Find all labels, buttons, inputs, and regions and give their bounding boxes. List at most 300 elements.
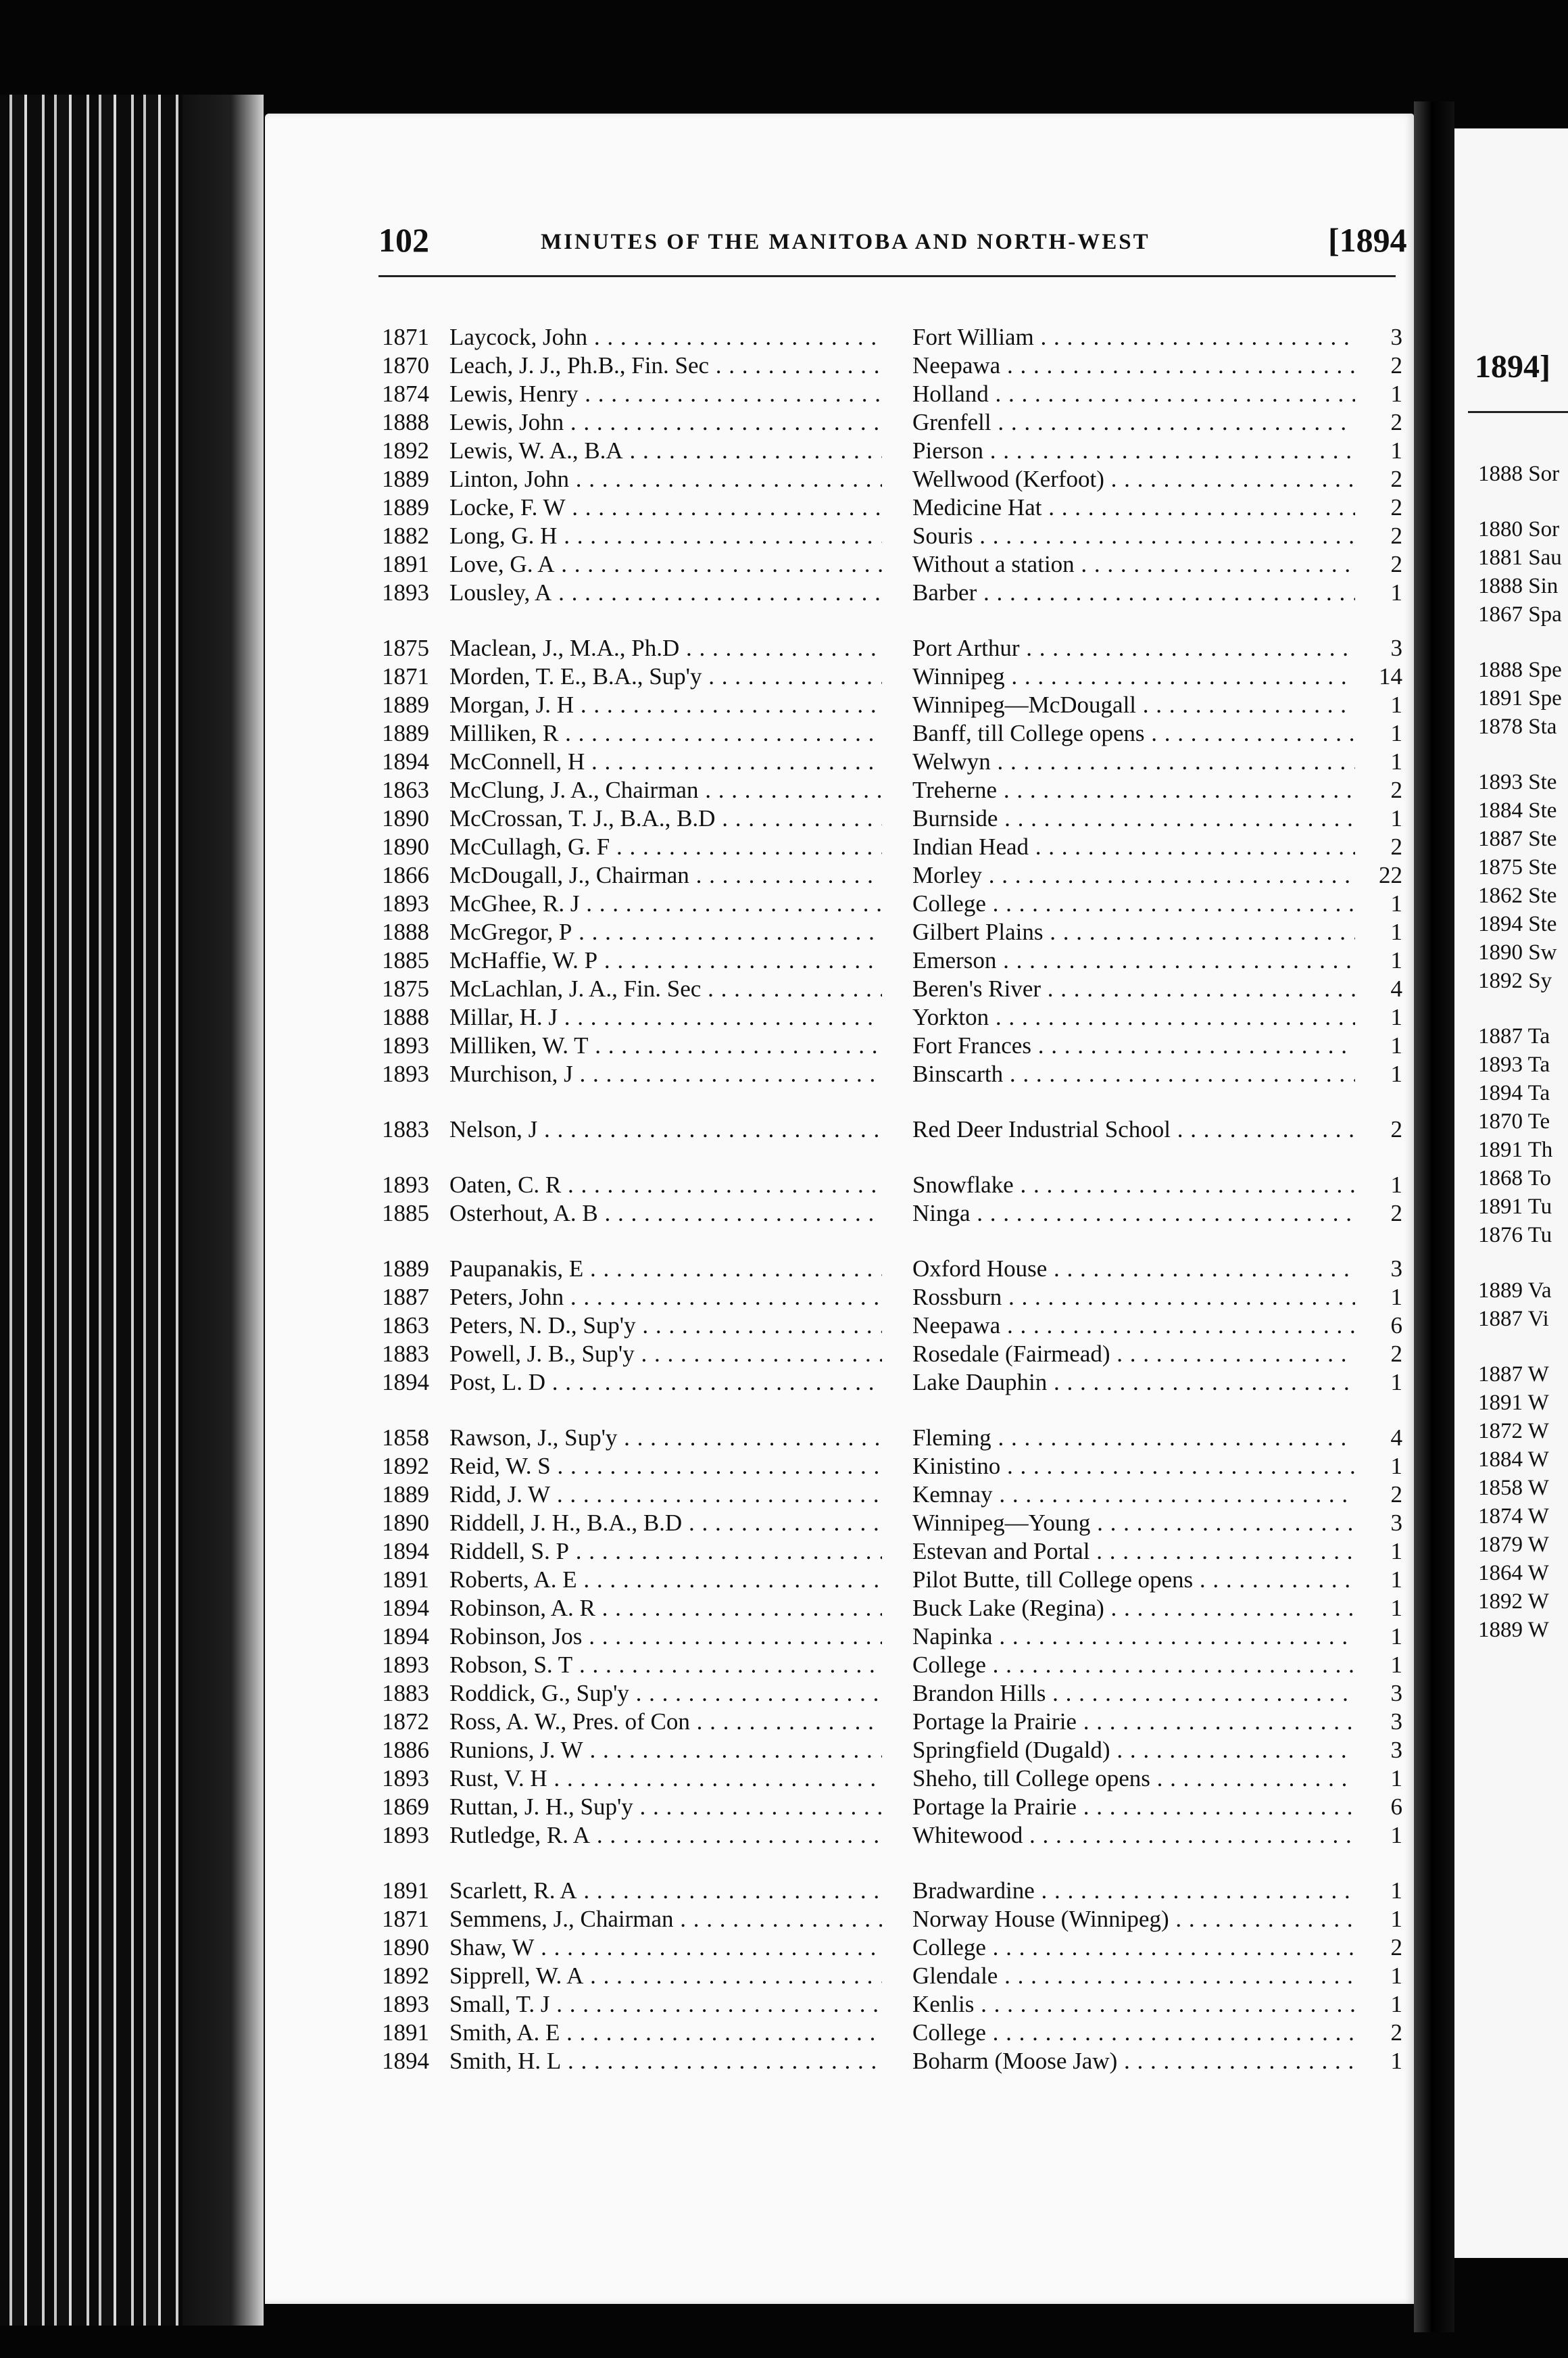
entry-year: 1894 — [382, 1538, 429, 1564]
list-item — [382, 918, 1409, 946]
entry-years-count: 1 — [1390, 1032, 1402, 1059]
next-page-entry: 1884 W — [1478, 1447, 1549, 1472]
next-page-entry: 1887 Vi — [1478, 1307, 1549, 1331]
entry-station: Oxford House . . . — [912, 1255, 1355, 1283]
entry-name: Linton, John . . . — [449, 465, 882, 494]
entry-name: Smith, A. E . . . — [449, 2019, 882, 2047]
list-item — [382, 890, 1409, 918]
list-item — [382, 861, 1409, 890]
entry-station: Portage la Prairie . . . — [912, 1708, 1355, 1736]
entry-year: 1871 — [382, 663, 429, 690]
entry-name: Powell, J. B., Sup'y . . . — [449, 1340, 882, 1368]
next-page-entry: 1864 W — [1478, 1561, 1549, 1585]
entry-year: 1892 — [382, 437, 429, 464]
list-item — [382, 1764, 1409, 1793]
entry-year: 1891 — [382, 1877, 429, 1904]
entry-name: McConnell, H . . . — [449, 748, 882, 776]
entry-year: 1889 — [382, 1255, 429, 1282]
entry-name: Robinson, A. R . . . — [449, 1594, 882, 1622]
entry-year: 1863 — [382, 1312, 429, 1339]
entry-years-count: 1 — [1390, 1991, 1402, 2017]
entry-years-count: 1 — [1390, 1538, 1402, 1564]
entry-name: Osterhout, A. B . . . — [449, 1199, 882, 1228]
entry-name: Robinson, Jos . . . — [449, 1622, 882, 1651]
entry-name: Morden, T. E., B.A., Sup'y . . . — [449, 663, 882, 691]
entry-name: Ruttan, J. H., Sup'y . . . — [449, 1793, 882, 1821]
entry-name: Millar, H. J . . . — [449, 1003, 882, 1032]
entry-year: 1889 — [382, 466, 429, 492]
entry-station: Winnipeg—Young . . . — [912, 1509, 1355, 1537]
next-page-entry: 1862 Ste — [1478, 884, 1557, 908]
entry-name: Murchison, J . . . — [449, 1060, 882, 1088]
entry-station: Indian Head . . . — [912, 833, 1355, 861]
page-header — [378, 216, 1407, 270]
entry-station: Rosedale (Fairmead) . . . — [912, 1340, 1355, 1368]
entry-name: Long, G. H . . . — [449, 522, 882, 550]
list-item — [382, 1003, 1409, 1032]
entry-station: Winnipeg . . . — [912, 663, 1355, 691]
next-page-entry: 1888 Sin — [1478, 574, 1559, 598]
next-page-entry: 1887 Ste — [1478, 827, 1557, 851]
entry-name: McHaffie, W. P . . . — [449, 946, 882, 975]
entry-station: Without a station . . . — [912, 550, 1355, 579]
entry-station: Fort William . . . — [912, 323, 1355, 352]
next-page-entry: 1894 Ste — [1478, 912, 1557, 936]
list-item — [382, 1821, 1409, 1850]
header-year: [1894 — [1328, 221, 1407, 259]
entry-name: Peters, John . . . — [449, 1283, 882, 1312]
entry-years-count: 2 — [1390, 2019, 1402, 2046]
entry-station: Winnipeg—McDougall . . . — [912, 691, 1355, 719]
page-number: 102 — [378, 221, 429, 259]
entry-station: Springfield (Dugald) . . . — [912, 1736, 1355, 1764]
entry-year: 1875 — [382, 976, 429, 1002]
entry-years-count: 3 — [1390, 1680, 1402, 1706]
entry-year: 1893 — [382, 1061, 429, 1087]
entry-station: Morley . . . — [912, 861, 1355, 890]
entry-station: Rossburn . . . — [912, 1283, 1355, 1312]
list-item — [382, 1060, 1409, 1088]
list-item — [382, 380, 1409, 408]
next-page-entry: 1878 Sta — [1478, 715, 1557, 739]
entry-station: Burnside . . . — [912, 804, 1355, 833]
entry-name: Nelson, J . . . — [449, 1115, 882, 1144]
list-item — [382, 1283, 1409, 1312]
list-item — [382, 719, 1409, 748]
entry-years-count: 1 — [1390, 1595, 1402, 1621]
entry-station: Sheho, till College opens . . . — [912, 1764, 1355, 1793]
entry-name: Semmens, J., Chairman . . . — [449, 1905, 882, 1933]
entry-years-count: 1 — [1390, 1906, 1402, 1932]
book-gutter — [1414, 101, 1454, 2332]
next-page-year: 1894] — [1475, 349, 1550, 385]
entry-years-count: 1 — [1390, 1623, 1402, 1650]
entry-year: 1891 — [382, 1566, 429, 1593]
entry-station: Pilot Butte, till College opens . . . — [912, 1566, 1355, 1594]
entry-years-count: 3 — [1390, 1255, 1402, 1282]
list-item — [382, 550, 1409, 579]
entry-station: College . . . — [912, 890, 1355, 918]
entry-name: Small, T. J . . . — [449, 1990, 882, 2019]
next-page-entry: 1892 Sy — [1478, 969, 1552, 993]
entry-years-count: 1 — [1390, 1172, 1402, 1198]
entry-name: Robson, S. T . . . — [449, 1651, 882, 1679]
next-page-entry: 1894 Ta — [1478, 1081, 1550, 1105]
entry-name: Love, G. A . . . — [449, 550, 882, 579]
entry-years-count: 22 — [1379, 862, 1402, 888]
entry-year: 1889 — [382, 1481, 429, 1508]
entry-station: Medicine Hat . . . — [912, 494, 1355, 522]
entry-name: McCrossan, T. J., B.A., B.D . . . — [449, 804, 882, 833]
list-item — [382, 1962, 1409, 1990]
entry-year: 1890 — [382, 1934, 429, 1960]
list-item — [382, 522, 1409, 550]
entry-year: 1869 — [382, 1794, 429, 1820]
list-item — [382, 408, 1409, 437]
entry-name: Scarlett, R. A . . . — [449, 1877, 882, 1905]
entry-name: Roberts, A. E . . . — [449, 1566, 882, 1594]
list-item — [382, 1171, 1409, 1199]
entry-name: Riddell, J. H., B.A., B.D . . . — [449, 1509, 882, 1537]
entry-years-count: 1 — [1390, 1765, 1402, 1791]
entry-years-count: 2 — [1390, 352, 1402, 379]
entry-years-count: 1 — [1390, 1877, 1402, 1904]
entry-year: 1890 — [382, 805, 429, 832]
next-page-entry: 1881 Sau — [1478, 546, 1562, 570]
list-item — [382, 1736, 1409, 1764]
entry-name: McCullagh, G. F . . . — [449, 833, 882, 861]
entry-years-count: 14 — [1379, 663, 1402, 690]
entry-years-count: 1 — [1390, 919, 1402, 945]
entry-year: 1885 — [382, 1200, 429, 1226]
entry-year: 1892 — [382, 1453, 429, 1479]
entry-station: Portage la Prairie . . . — [912, 1793, 1355, 1821]
entry-station: Brandon Hills . . . — [912, 1679, 1355, 1708]
entry-station: Port Arthur . . . — [912, 634, 1355, 663]
entry-station: Kenlis . . . — [912, 1990, 1355, 2019]
book-page-edges — [0, 95, 264, 2326]
entry-station: Gilbert Plains . . . — [912, 918, 1355, 946]
entry-year: 1871 — [382, 1906, 429, 1932]
list-item — [382, 1509, 1409, 1537]
entry-year: 1863 — [382, 777, 429, 803]
entry-station: Fort Frances . . . — [912, 1032, 1355, 1060]
entry-year: 1894 — [382, 748, 429, 775]
entry-station: Neepawa . . . — [912, 1312, 1355, 1340]
list-item — [382, 634, 1409, 663]
entry-year: 1894 — [382, 1623, 429, 1650]
next-page-entry: 1880 Sor — [1478, 517, 1560, 542]
entry-year: 1893 — [382, 1765, 429, 1791]
entry-station: Estevan and Portal . . . — [912, 1537, 1355, 1566]
next-page-fragment — [1454, 128, 1568, 2258]
next-page-entry: 1867 Spa — [1478, 602, 1562, 627]
list-item — [382, 1933, 1409, 1962]
entry-station: Souris . . . — [912, 522, 1355, 550]
entry-station: College . . . — [912, 1651, 1355, 1679]
entry-year: 1893 — [382, 1652, 429, 1678]
entry-station: Red Deer Industrial School . . . — [912, 1115, 1355, 1144]
list-item — [382, 1368, 1409, 1397]
entry-years-count: 2 — [1390, 1116, 1402, 1142]
list-item — [382, 1905, 1409, 1933]
entry-name: Ridd, J. W . . . — [449, 1481, 882, 1509]
entry-year: 1889 — [382, 494, 429, 521]
entry-year: 1893 — [382, 1172, 429, 1198]
entry-year: 1888 — [382, 1004, 429, 1030]
next-page-entry: 1891 W — [1478, 1391, 1549, 1415]
entry-years-count: 4 — [1390, 976, 1402, 1002]
entry-years-count: 1 — [1390, 2048, 1402, 2074]
entry-year: 1889 — [382, 692, 429, 718]
entry-name: Rutledge, R. A . . . — [449, 1821, 882, 1850]
next-page-entry: 1872 W — [1478, 1419, 1549, 1443]
list-item — [382, 323, 1409, 352]
entry-name: Locke, F. W . . . — [449, 494, 882, 522]
entry-name: McLachlan, J. A., Fin. Sec . . . — [449, 975, 882, 1003]
entry-years-count: 4 — [1390, 1424, 1402, 1451]
entry-years-count: 1 — [1390, 381, 1402, 407]
entry-station: Fleming . . . — [912, 1424, 1355, 1452]
list-item — [382, 1199, 1409, 1228]
entry-year: 1886 — [382, 1737, 429, 1763]
entry-station: Treherne . . . — [912, 776, 1355, 804]
entry-station: Glendale . . . — [912, 1962, 1355, 1990]
entry-years-count: 2 — [1390, 777, 1402, 803]
entry-station: Binscarth . . . — [912, 1060, 1355, 1088]
entry-years-count: 1 — [1390, 692, 1402, 718]
entry-years-count: 1 — [1390, 437, 1402, 464]
entry-year: 1891 — [382, 2019, 429, 2046]
entry-years-count: 1 — [1390, 1004, 1402, 1030]
entry-years-count: 1 — [1390, 1963, 1402, 1989]
list-item — [382, 1990, 1409, 2019]
entry-year: 1890 — [382, 834, 429, 860]
entry-years-count: 1 — [1390, 579, 1402, 606]
entry-name: Ross, A. W., Pres. of Con . . . — [449, 1708, 882, 1736]
entry-years-count: 2 — [1390, 409, 1402, 435]
entry-year: 1883 — [382, 1341, 429, 1367]
next-page-entry: 1888 Spe — [1478, 658, 1562, 682]
entry-years-count: 2 — [1390, 551, 1402, 577]
entry-year: 1893 — [382, 890, 429, 917]
next-page-entry: 1879 W — [1478, 1533, 1549, 1557]
entry-years-count: 1 — [1390, 720, 1402, 746]
entry-year: 1872 — [382, 1708, 429, 1735]
entry-name: Maclean, J., M.A., Ph.D . . . — [449, 634, 882, 663]
entry-years-count: 6 — [1390, 1794, 1402, 1820]
entry-station: Kinistino . . . — [912, 1452, 1355, 1481]
entry-years-count: 3 — [1390, 635, 1402, 661]
entry-year: 1894 — [382, 1369, 429, 1395]
entry-year: 1893 — [382, 1991, 429, 2017]
entry-name: Leach, J. J., Ph.B., Fin. Sec . . . — [449, 352, 882, 380]
list-item — [382, 1594, 1409, 1622]
list-item — [382, 663, 1409, 691]
entry-years-count: 2 — [1390, 834, 1402, 860]
list-item — [382, 1032, 1409, 1060]
entry-station: Barber . . . — [912, 579, 1355, 607]
list-item — [382, 1877, 1409, 1905]
next-page-entry: 1888 Sor — [1478, 462, 1560, 486]
list-item — [382, 691, 1409, 719]
entry-station: Napinka . . . — [912, 1622, 1355, 1651]
entry-name: McGregor, P . . . — [449, 918, 882, 946]
entry-station: Bradwardine . . . — [912, 1877, 1355, 1905]
entry-station: Holland . . . — [912, 380, 1355, 408]
entry-years-count: 1 — [1390, 1822, 1402, 1848]
next-page-entry: 1892 W — [1478, 1589, 1549, 1614]
next-page-entry: 1890 Sw — [1478, 940, 1557, 965]
list-item — [382, 1340, 1409, 1368]
entry-year: 1888 — [382, 409, 429, 435]
next-page-entry: 1876 Tu — [1478, 1223, 1552, 1247]
next-page-entry: 1884 Ste — [1478, 798, 1557, 823]
entry-years-count: 2 — [1390, 1481, 1402, 1508]
list-item — [382, 437, 1409, 465]
list-item — [382, 1255, 1409, 1283]
list-item — [382, 579, 1409, 607]
entry-year: 1885 — [382, 947, 429, 973]
list-item — [382, 776, 1409, 804]
next-page-rule — [1468, 411, 1568, 413]
list-item — [382, 2047, 1409, 2075]
entry-year: 1894 — [382, 2048, 429, 2074]
list-item — [382, 1452, 1409, 1481]
entry-year: 1892 — [382, 1963, 429, 1989]
list-item — [382, 804, 1409, 833]
entry-name: Smith, H. L . . . — [449, 2047, 882, 2075]
list-item — [382, 1481, 1409, 1509]
next-page-entry: 1868 To — [1478, 1166, 1552, 1190]
entry-years-count: 3 — [1390, 324, 1402, 350]
entry-name: McDougall, J., Chairman . . . — [449, 861, 882, 890]
entry-years-count: 1 — [1390, 1061, 1402, 1087]
next-page-entry: 1887 Ta — [1478, 1024, 1550, 1049]
entry-years-count: 2 — [1390, 1934, 1402, 1960]
entry-name: Lewis, John . . . — [449, 408, 882, 437]
entry-years-count: 3 — [1390, 1510, 1402, 1536]
entry-year: 1889 — [382, 720, 429, 746]
list-item — [382, 352, 1409, 380]
entry-year: 1893 — [382, 1032, 429, 1059]
entry-name: Rawson, J., Sup'y . . . — [449, 1424, 882, 1452]
entry-station: Neepawa . . . — [912, 352, 1355, 380]
entry-year: 1874 — [382, 381, 429, 407]
next-page-entries — [1478, 460, 1568, 1644]
next-page-entry: 1858 W — [1478, 1476, 1549, 1500]
entry-station: Pierson . . . — [912, 437, 1355, 465]
next-page-entry: 1891 Th — [1478, 1138, 1553, 1162]
entry-years-count: 1 — [1390, 1284, 1402, 1310]
entry-name: Riddell, S. P . . . — [449, 1537, 882, 1566]
entry-year: 1858 — [382, 1424, 429, 1451]
next-page-entry: 1870 Te — [1478, 1109, 1550, 1134]
list-item — [382, 465, 1409, 494]
entry-years-count: 1 — [1390, 890, 1402, 917]
entry-name: Roddick, G., Sup'y . . . — [449, 1679, 882, 1708]
entry-station: College . . . — [912, 1933, 1355, 1962]
entry-name: McGhee, R. J . . . — [449, 890, 882, 918]
entry-name: Milliken, W. T . . . — [449, 1032, 882, 1060]
next-page-entry: 1889 Va — [1478, 1278, 1552, 1303]
list-item — [382, 1651, 1409, 1679]
entry-year: 1888 — [382, 919, 429, 945]
entry-name: Lewis, Henry . . . — [449, 380, 882, 408]
entry-name: Rust, V. H . . . — [449, 1764, 882, 1793]
entry-station: Kemnay . . . — [912, 1481, 1355, 1509]
entry-years-count: 2 — [1390, 1200, 1402, 1226]
entry-year: 1883 — [382, 1116, 429, 1142]
entry-name: Reid, W. S . . . — [449, 1452, 882, 1481]
entry-year: 1891 — [382, 551, 429, 577]
entry-station: Norway House (Winnipeg) . . . — [912, 1905, 1355, 1933]
entry-years-count: 1 — [1390, 748, 1402, 775]
minister-list — [382, 323, 1409, 2075]
entry-station: Boharm (Moose Jaw) . . . — [912, 2047, 1355, 2075]
next-page-entry: 1891 Spe — [1478, 686, 1562, 711]
entry-name: Morgan, J. H . . . — [449, 691, 882, 719]
entry-name: Sipprell, W. A . . . — [449, 1962, 882, 1990]
entry-station: Welwyn . . . — [912, 748, 1355, 776]
entry-station: Buck Lake (Regina) . . . — [912, 1594, 1355, 1622]
entry-year: 1871 — [382, 324, 429, 350]
entry-year: 1870 — [382, 352, 429, 379]
entry-name: McClung, J. A., Chairman . . . — [449, 776, 882, 804]
entry-year: 1894 — [382, 1595, 429, 1621]
entry-station: Lake Dauphin . . . — [912, 1368, 1355, 1397]
list-item — [382, 748, 1409, 776]
entry-year: 1882 — [382, 523, 429, 549]
list-item — [382, 975, 1409, 1003]
list-item — [382, 1708, 1409, 1736]
entry-name: Peters, N. D., Sup'y . . . — [449, 1312, 882, 1340]
entry-years-count: 1 — [1390, 1369, 1402, 1395]
entry-station: Snowflake . . . — [912, 1171, 1355, 1199]
entry-year: 1893 — [382, 579, 429, 606]
next-page-entry: 1893 Ta — [1478, 1053, 1550, 1077]
entry-name: Lewis, W. A., B.A . . . — [449, 437, 882, 465]
entry-year: 1883 — [382, 1680, 429, 1706]
entry-years-count: 1 — [1390, 805, 1402, 832]
entry-name: Runions, J. W . . . — [449, 1736, 882, 1764]
next-page-entry: 1891 Tu — [1478, 1195, 1552, 1219]
header-rule — [378, 275, 1396, 277]
list-item — [382, 494, 1409, 522]
list-item — [382, 1537, 1409, 1566]
list-item — [382, 1312, 1409, 1340]
entry-name: Milliken, R . . . — [449, 719, 882, 748]
next-page-entry: 1887 W — [1478, 1362, 1549, 1387]
list-item — [382, 1679, 1409, 1708]
entry-station: Beren's River . . . — [912, 975, 1355, 1003]
running-title: MINUTES OF THE MANITOBA AND NORTH-WEST — [541, 230, 1150, 254]
list-item — [382, 2019, 1409, 2047]
entry-name: Shaw, W . . . — [449, 1933, 882, 1962]
entry-years-count: 6 — [1390, 1312, 1402, 1339]
list-item — [382, 1115, 1409, 1144]
list-item — [382, 1566, 1409, 1594]
entry-station: Whitewood . . . — [912, 1821, 1355, 1850]
entry-name: Paupanakis, E . . . — [449, 1255, 882, 1283]
entry-station: Grenfell . . . — [912, 408, 1355, 437]
entry-station: Ninga . . . — [912, 1199, 1355, 1228]
entry-name: Oaten, C. R . . . — [449, 1171, 882, 1199]
entry-station: Banff, till College opens . . . — [912, 719, 1355, 748]
entry-station: College . . . — [912, 2019, 1355, 2047]
entry-years-count: 1 — [1390, 1566, 1402, 1593]
list-item — [382, 1793, 1409, 1821]
